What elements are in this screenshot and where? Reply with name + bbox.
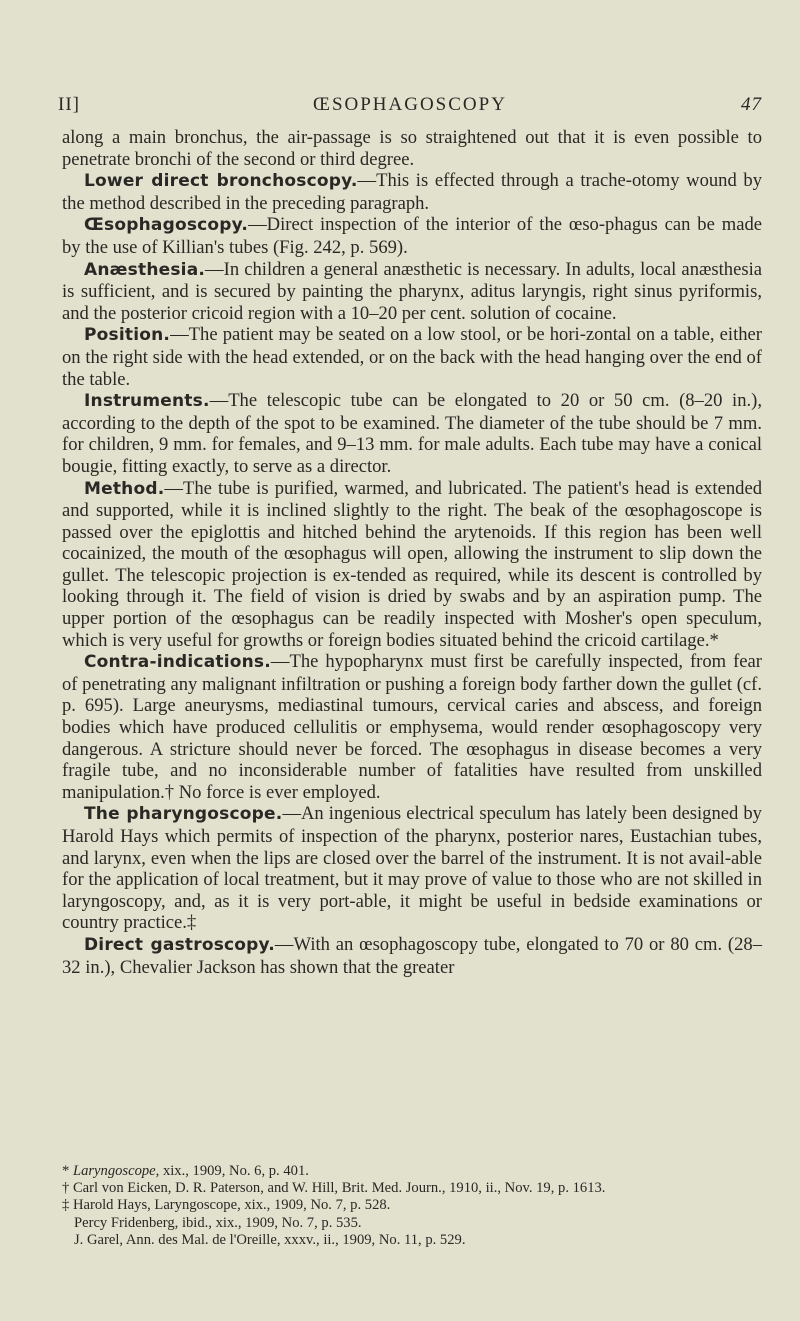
paragraph-text: —An ingenious electrical speculum has lately been designed by Harold Hays which permits of inspection of the pharynx, posterior nares, Eustachian tubes, and larynx, even when the lips are closed over the barrel of the instrument. It is not avail-able for the application of local treatment, but it may prove of value to those who are not skilled in laryngoscopy, and, as it is very port-able, it might be useful in bedside examinations or country practice.‡	[62, 803, 762, 934]
paragraph-anaesthesia	[62, 259, 762, 325]
footnote-text: Harold Hays, Laryngoscope, xix., 1909, No. 7, p. 528.	[72, 1197, 391, 1214]
footnote-mark: ‡	[62, 1197, 70, 1214]
paragraph-position	[62, 324, 762, 390]
chapter-marker: II]	[58, 94, 80, 115]
footnote	[62, 1163, 762, 1180]
running-header	[58, 94, 762, 120]
section-heading: Direct gastroscopy.	[84, 934, 275, 955]
page-number: 47	[741, 94, 762, 115]
footnote	[62, 1232, 762, 1249]
footnote	[62, 1215, 762, 1232]
section-heading: Instruments.	[84, 391, 210, 412]
paragraph-text: —The telescopic tube can be elongated to 20 or 50 cm. (8–20 in.), according to the depth of the spot to be examined. The diameter of the tube should be 7 mm. for children, 9 mm. for females, and 9–13 mm. for male adults. Each tube may have a conical bougie, fitting exactly, to serve as a director.	[62, 390, 762, 477]
paragraph-oesophagoscopy	[62, 214, 762, 258]
paragraph-text: —With an œsophagoscopy tube, elongated to 70 or 80 cm. (28–32 in.), Chevalier Jackson has shown that the greater	[62, 933, 762, 978]
paragraph-text: —Direct inspection of the interior of the œso-phagus can be made by the use of Killian's tubes (Fig. 242, p. 569).	[62, 214, 762, 258]
footnote-text: xix., 1909, No. 6, p. 401.	[159, 1163, 309, 1179]
section-heading: Method.	[84, 478, 165, 499]
paragraph-method	[62, 478, 762, 652]
paragraph-pharyngoscope	[62, 803, 762, 934]
paragraph-text: —The patient may be seated on a low stool, or be hori-zontal on a table, either on the right side with the head extended, or on the back with the head hanging over the end of the table.	[62, 324, 762, 390]
paragraph-text: along a main bronchus, the air-passage is so straightened out that it is even possible to penetrate bronchi of the second or third degree.	[62, 127, 762, 170]
footnote	[62, 1197, 762, 1214]
section-heading: Lower direct bronchoscopy.	[84, 171, 358, 192]
section-heading: Contra-indications.	[84, 652, 271, 673]
running-title: ŒSOPHAGOSCOPY	[313, 94, 507, 115]
paragraph-continuation	[62, 127, 762, 170]
footnote-text: J. Garel, Ann. des Mal. de l'Oreille, xxxv., ii., 1909, No. 11, p. 529.	[74, 1231, 466, 1248]
paragraph-text: —The tube is purified, warmed, and lubricated. The patient's head is extended and supported, while it is inclined slightly to the right. The beak of the œsophagoscope is passed over the epiglottis and hitched behind the arytenoids. If this region has been well cocainized, the mouth of the œsophagus will open, allowing the instrument to slip down the gullet. The telescopic projection is ex-tended as required, while its descent is controlled by looking through it. The field of vision is dried by swabs and by an aspiration pump. The upper portion of the œsophagus can be readily inspected with Mosher's open speculum, which is very useful for growths or foreign bodies situated behind the cricoid cartilage.*	[62, 477, 762, 651]
section-heading: Œsophagoscopy.	[84, 215, 249, 236]
body-text	[62, 127, 762, 978]
section-heading: The pharyngoscope.	[84, 804, 283, 825]
footnote-mark: *	[62, 1163, 70, 1179]
paragraph-direct-gastroscopy	[62, 934, 762, 978]
paragraph-lower-bronchoscopy	[62, 170, 762, 214]
footnote	[62, 1180, 762, 1197]
section-heading: Position.	[84, 325, 171, 346]
footnote-text: Carl von Eicken, D. R. Paterson, and W. Hill, Brit. Med. Journ., 1910, ii., Nov. 19, p. 1613.	[72, 1180, 606, 1197]
footnote-mark: †	[62, 1180, 70, 1197]
paragraph-text: —This is effected through a trache-otomy wound by the method described in the preceding paragraph.	[62, 170, 763, 214]
paragraph-contra-indications	[62, 651, 762, 803]
footnote-text: Percy Fridenberg, ibid., xix., 1909, No. 7, p. 535.	[74, 1214, 362, 1231]
paragraph-text: —The hypopharynx must first be carefully inspected, from fear of penetrating any malignant infiltration or pushing a foreign body farther down the gullet (cf. p. 695). Large aneurysms, mediastinal tumours, cervical caries and abscess, and foreign bodies which have produced cellulitis or emphysema, would render œsophagoscopy very dangerous. A stricture should never be forced. The œsophagus in disease becomes a very fragile tube, and no inconsiderable number of fatalities have resulted from unskilled manipulation.† No force is ever employed.	[62, 651, 762, 803]
footnotes	[62, 1163, 762, 1249]
paragraph-instruments	[62, 390, 762, 477]
paragraph-text: —In children a general anæsthetic is necessary. In adults, local anæsthesia is sufficient, and is secured by painting the pharynx, aditus laryngis, right sinus pyriformis, and the posterior cricoid region with a 10–20 per cent. solution of cocaine.	[62, 258, 762, 324]
section-heading: Anæsthesia.	[84, 259, 206, 280]
footnote-journal: Laryngoscope,	[72, 1163, 160, 1179]
